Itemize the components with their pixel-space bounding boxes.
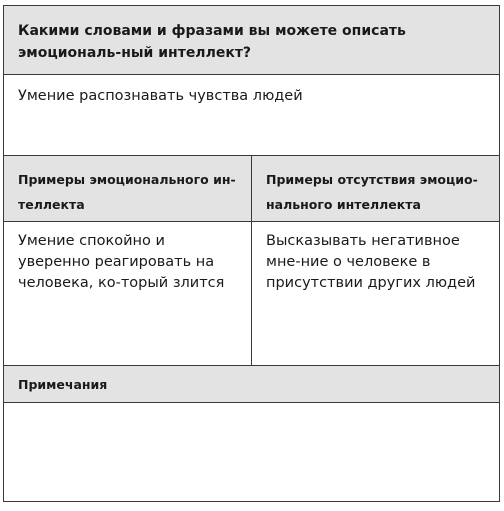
notes-header-row: [4, 366, 499, 403]
notes-header: Примечания: [18, 377, 108, 392]
positive-examples-cell: [4, 222, 251, 365]
question-header-row: [4, 6, 499, 75]
examples-body-row: [4, 222, 499, 366]
negative-examples-cell: [252, 222, 499, 365]
negative-examples-header: Примеры отсутствия эмоцио-нального интеллекта: [266, 172, 478, 212]
positive-examples-text: Умение спокойно и уверенно реагировать на человека, ко-торый злится: [18, 233, 225, 291]
notes-body-row: [4, 403, 499, 501]
positive-examples-header-cell: [4, 156, 251, 221]
question-title: Какими словами и фразами вы можете описать эмоциональ-ный интеллект?: [18, 23, 406, 61]
negative-examples-text: Высказывать негативное мне-ние о человеке в присутствии других людей: [266, 233, 476, 291]
worksheet-table: [3, 5, 500, 502]
question-answer-text: Умение распознавать чувства людей: [18, 88, 303, 104]
negative-examples-header-cell: [252, 156, 499, 221]
positive-examples-header: Примеры эмоционального ин-теллекта: [18, 172, 236, 212]
examples-header-row: [4, 156, 499, 222]
question-answer-row: [4, 75, 499, 156]
